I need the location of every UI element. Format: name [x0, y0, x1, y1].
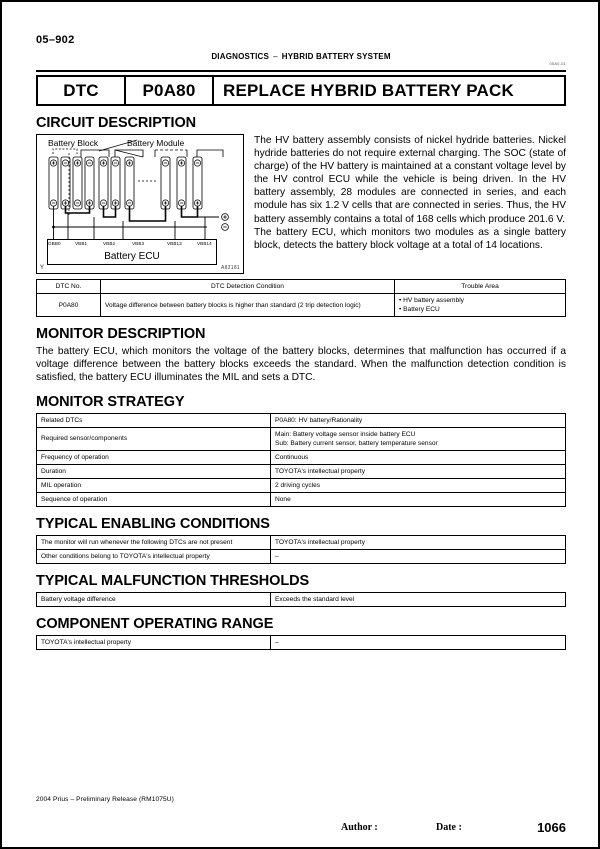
label-battery-voltage-difference: Battery voltage difference [37, 592, 271, 606]
column-header-detection-condition: DTC Detection Condition [101, 280, 395, 294]
value-sequence-of-operation: None [271, 492, 566, 506]
table-row [37, 535, 566, 549]
battery-ecu-label: Battery ECU [104, 251, 160, 262]
header-rule [36, 70, 566, 72]
terminal-label-vbb14: VBB14 [197, 241, 212, 246]
terminal-label-vbb2: VBB2 [103, 241, 116, 246]
cell-trouble-area [395, 294, 566, 317]
label-monitor-run-condition: The monitor will run whenever the following DTCs are not present [37, 535, 271, 549]
header-doc-code: 05A0-01 [549, 61, 566, 66]
table-row [37, 478, 566, 492]
terminal-label-gbb0: GBB0 [48, 241, 61, 246]
value-frequency-of-operation: Continuous [271, 450, 566, 464]
figure-label-battery-block: Battery Block [48, 138, 99, 148]
document-header [36, 52, 566, 68]
column-header-dtc-no: DTC No. [37, 280, 101, 294]
required-sensors-sub: Sub: Battery current sensor, battery temperature sensor [275, 439, 438, 447]
table-row [37, 294, 566, 317]
table-row [37, 427, 566, 450]
monitor-strategy-table [36, 413, 566, 507]
label-other-conditions: Other conditions belong to TOYOTA's intellectual property [37, 549, 271, 563]
heading-typical-malfunction-thresholds: TYPICAL MALFUNCTION THRESHOLDS [36, 572, 310, 589]
page-content [36, 34, 566, 650]
dtc-title-bar [36, 75, 566, 106]
header-separator: – [273, 52, 278, 61]
required-sensors-main: Main: Battery voltage sensor inside battery ECU [275, 430, 416, 438]
footer-page-number: 1066 [537, 820, 566, 835]
typical-enabling-conditions-table [36, 535, 566, 564]
trouble-area-item-1: • HV battery assembly [399, 297, 464, 304]
page-number-header: 05–902 [36, 34, 75, 46]
terminal-label-vbb3: VBB3 [132, 241, 145, 246]
heading-component-operating-range: COMPONENT OPERATING RANGE [36, 615, 274, 632]
dtc-detection-table [36, 279, 566, 317]
label-component-operating-range: TOYOTA's intellectual property [37, 635, 271, 649]
value-required-sensors [271, 427, 566, 450]
value-component-operating-range: – [271, 635, 566, 649]
circuit-description-text [254, 134, 566, 252]
table-row [37, 549, 566, 563]
label-required-sensors: Required sensor/components [37, 427, 271, 450]
trouble-area-item-2: • Battery ECU [399, 306, 440, 313]
value-duration: TOYOTA's intellectual property [271, 464, 566, 478]
footer-source-note: 2004 Prius – Preliminary Release (RM1075U) [36, 796, 174, 803]
label-related-dtcs: Related DTCs [37, 413, 271, 427]
terminal-label-vbb13: VBB13 [167, 241, 182, 246]
circuit-diagram [36, 134, 244, 274]
figure-corner-mark: Y [40, 265, 45, 271]
figure-code: A83181 [220, 265, 240, 271]
table-row [37, 592, 566, 606]
label-frequency-of-operation: Frequency of operation [37, 450, 271, 464]
label-mil-operation: MIL operation [37, 478, 271, 492]
value-monitor-run-condition: TOYOTA's intellectual property [271, 535, 566, 549]
circuit-description-paragraph-1: The HV battery assembly consists of nickel hydride batteries. Nickel hydride batteries do not require external charging. The SOC (state of charge) of the HV battery is maintained at a constant voltage level by the HV control ECU while the vehicle is being driven. In the HV battery assembly, 28 modules are connected in series, and each module has six 1.2 V cells that are connected in series. Thus, the HV battery assembly contains a total of 168 cells which produce 201.6 V. [254, 135, 566, 225]
dtc-code: P0A80 [126, 77, 214, 104]
heading-monitor-description: MONITOR DESCRIPTION [36, 326, 206, 342]
heading-monitor-strategy: MONITOR STRATEGY [36, 393, 185, 410]
value-related-dtcs: P0A80: HV battery/Rationality [271, 413, 566, 427]
header-system: HYBRID BATTERY SYSTEM [281, 52, 391, 61]
value-mil-operation: 2 driving cycles [271, 478, 566, 492]
table-row [37, 413, 566, 427]
footer-author-label: Author : [341, 822, 378, 833]
monitor-description-text: The battery ECU, which monitors the voltage of the battery blocks, determines that malfunction has occurred if a voltage difference between the battery blocks exceeds the standard. When the malfunction detection condition is satisfied, the battery ECU illuminates the MIL and sets a DTC. [36, 346, 566, 384]
table-row [37, 635, 566, 649]
cell-dtc-no: P0A80 [37, 294, 101, 317]
heading-circuit-description: CIRCUIT DESCRIPTION [36, 115, 197, 131]
label-duration: Duration [37, 464, 271, 478]
dtc-label: DTC [38, 77, 126, 104]
circuit-description-paragraph-2: The battery ECU, which monitors two modules as a single battery block, detects the battery block voltage at a total of 14 locations. [254, 226, 566, 251]
component-operating-range-table [36, 635, 566, 650]
value-other-conditions: – [271, 549, 566, 563]
label-sequence-of-operation: Sequence of operation [37, 492, 271, 506]
table-row [37, 492, 566, 506]
footer-date-label: Date : [436, 822, 462, 833]
cell-detection-condition: Voltage difference between battery blocks is higher than standard (2 trip detection logic) [101, 294, 395, 317]
figure-label-battery-module: Battery Module [127, 138, 185, 148]
value-battery-voltage-difference: Exceeds the standard level [271, 592, 566, 606]
dtc-title: REPLACE HYBRID BATTERY PACK [223, 80, 514, 100]
typical-malfunction-thresholds-table [36, 592, 566, 607]
table-row [37, 464, 566, 478]
terminal-label-vbb1: VBB1 [75, 241, 88, 246]
heading-typical-enabling-conditions: TYPICAL ENABLING CONDITIONS [36, 515, 270, 532]
column-header-trouble-area: Trouble Area [395, 280, 566, 294]
table-header-row [37, 280, 566, 294]
header-diagnostics: DIAGNOSTICS [211, 52, 270, 61]
table-row [37, 450, 566, 464]
page-footer [36, 796, 566, 836]
